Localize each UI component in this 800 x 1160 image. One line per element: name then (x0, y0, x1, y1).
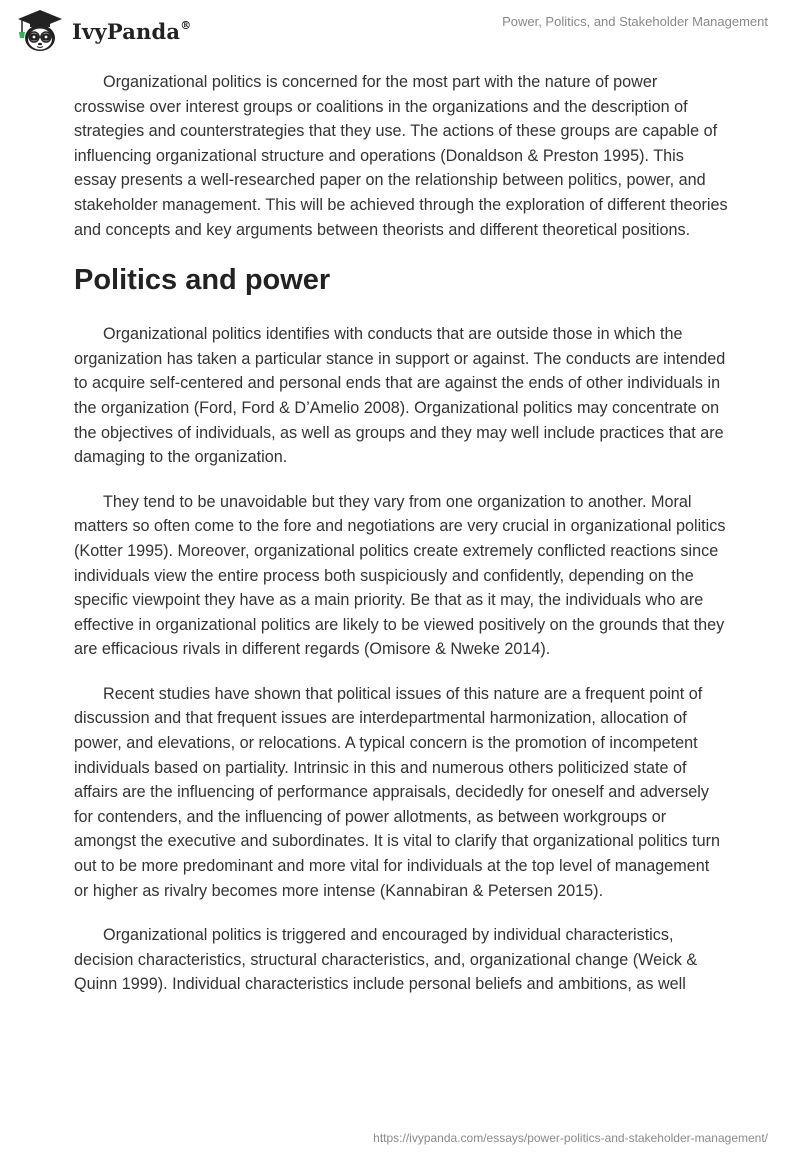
page-header (0, 0, 800, 62)
brand-name: IvyPanda® (72, 18, 192, 44)
intro-paragraph: Organizational politics is concerned for the most part with the nature of power crosswise over interest groups or coalitions in the organizations and the description of strategies and counterstrategies that they use. The actions of these groups are capable of influencing organizational structure and operations (Donaldson & Preston 1995). This essay presents a well-researched paper on the relationship between politics, power, and stakeholder management. This will be achieved through the exploration of different theories and concepts and key arguments between theorists and different theoretical positions. (74, 73, 728, 239)
body-paragraph: They tend to be unavoidable but they vary from one organization to another. Moral matters so often come to the fore and negotiations are very crucial in organizational politics (Kotter 1995). Moreover, organizational politics create extremely conflicted reactions since individuals view the entire process both suspiciously and confidently, depending on the specific viewpoint they have as a main priority. Be that as it may, the individuals who are effective in organizational politics are likely to be viewed positively on the grounds that they are efficacious rivals in different regards (Omisore & Nweke 2014). (74, 492, 726, 659)
source-url[interactable]: https://ivypanda.com/essays/power-politics-and-stakeholder-management/ (373, 1131, 768, 1145)
section-heading: Politics and power (74, 264, 331, 297)
body-paragraph: Organizational politics is triggered and encouraged by individual characteristics, decision characteristics, structural characteristics, and, organizational change (Weick & Quinn 1999). Individual characteristics include personal beliefs and ambitions, as well (74, 926, 698, 994)
document-title: Power, Politics, and Stakeholder Management (502, 14, 768, 29)
panda-graduate-icon (14, 8, 66, 54)
brand-logo[interactable] (14, 8, 191, 54)
essay-body (74, 70, 728, 1017)
body-paragraph: Organizational politics identifies with conducts that are outside those in which the organization has taken a particular stance in support or against. The conducts are intended to acquire self-centered and personal ends that are against the ends of other individuals in the organization (Ford, Ford & D’Amelio 2008). Organizational politics may concentrate on the objectives of individuals, as well as groups and they may well include practices that are damaging to the organization. (74, 325, 726, 467)
body-paragraph: Recent studies have shown that political issues of this nature are a frequent point of discussion and that frequent issues are interdepartmental harmonization, allocation of power, and elevations, or relocations. A typical concern is the promotion of incompetent individuals based on partiality. Intrinsic in this and numerous others politicized state of affairs are the influencing of performance appraisals, decidedly for oneself and adversely for contenders, and the influencing of power allotments, as between workgroups or amongst the executive and subordinates. It is vital to clarify that organizational politics turn out to be more predominant and more vital for individuals at the top level of management or higher as rivalry becomes more intense (Kannabiran & Petersen 2015). (74, 684, 721, 900)
